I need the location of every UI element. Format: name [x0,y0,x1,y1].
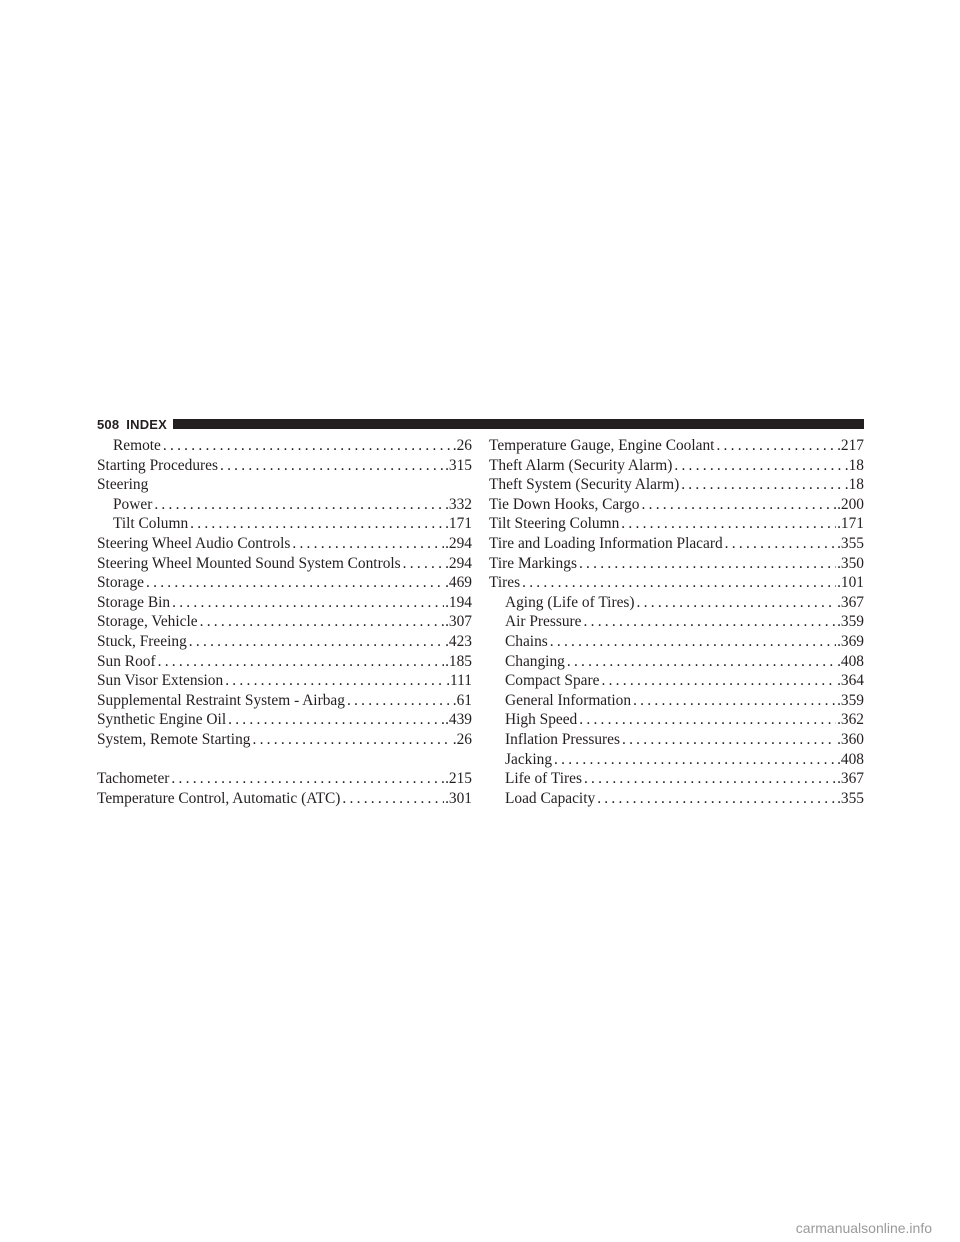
entry-page-number: .408 [837,750,864,768]
entry-page-number: .26 [452,730,472,748]
entry-page-number: .355 [837,534,864,552]
entry-page-number: .350 [837,554,864,572]
index-entry [97,612,472,632]
entry-label: Remote [113,437,161,454]
dot-leader [672,456,843,476]
dot-leader [187,632,444,652]
dot-leader [345,691,452,711]
entry-page-number: .185 [445,652,472,670]
entry-label: General Information [505,691,632,709]
index-entry [489,436,864,456]
entry-page-number: .367 [837,770,864,788]
entry-label: Synthetic Engine Oil [97,711,227,729]
entry-page-number: .469 [445,574,472,592]
entry-label: Changing [505,652,565,670]
page-number: 508 [97,416,120,432]
dot-leader [401,554,444,574]
entry-page-number: .360 [837,730,864,748]
entry-page-number: .408 [837,652,864,670]
index-entry [97,691,472,711]
entry-page-number: .217 [837,437,864,454]
entry-label: Tachometer [97,770,170,788]
index-entry [489,671,864,691]
dot-leader [619,514,836,534]
index-entry [97,769,472,789]
dot-leader [340,789,444,809]
index-entry [489,593,864,613]
entry-label: Sun Visor Extension [97,672,224,690]
entry-label: Steering Wheel Mounted Sound System Controls [97,554,401,572]
entry-label: Load Capacity [505,789,596,807]
index-entry [489,632,864,652]
dot-leader [635,593,837,613]
index-entry [97,495,472,515]
entry-page-number: .359 [837,691,864,709]
entry-label: Life of Tires [505,770,582,788]
index-entry [97,436,472,456]
dot-leader [582,769,836,789]
entry-label: Steering Wheel Audio Controls [97,534,291,552]
dot-leader [620,730,836,750]
dot-leader [595,789,836,809]
index-entry [489,710,864,730]
index-entry [489,652,864,672]
page-header [97,416,864,432]
dot-leader [714,436,836,456]
entry-label: Tie Down Hooks, Cargo [489,495,640,513]
entry-label: Storage [97,574,145,592]
dot-leader [548,632,836,652]
index-entry [97,475,472,495]
entry-page-number: .194 [445,593,472,611]
index-entry [97,671,472,691]
dot-leader [552,750,836,770]
dot-leader [198,612,444,632]
dot-leader [679,475,844,495]
dot-leader [577,710,836,730]
entry-label: System, Remote Starting [97,730,251,748]
index-entry [489,789,864,809]
entry-page-number: .301 [445,789,472,807]
index-entry [97,573,472,593]
entry-label: Aging (Life of Tires) [505,593,635,611]
entry-label: Supplemental Restraint System - Airbag [97,691,345,709]
entry-label: Storage Bin [97,593,171,611]
index-entry [97,593,472,613]
entry-page-number: .369 [837,632,864,650]
entry-page-number: .26 [452,437,472,454]
index-column-left [97,436,472,808]
dot-leader [188,514,444,534]
entry-label: Power [113,495,153,513]
dot-leader [170,593,444,613]
dot-leader [156,652,444,672]
index-entry [97,514,472,534]
index-entry [489,475,864,495]
entry-label: Inflation Pressures [505,730,620,748]
index-entry [489,769,864,789]
dot-leader [169,769,444,789]
entry-page-number: .362 [837,711,864,729]
entry-page-number: .101 [837,574,864,592]
dot-leader [218,456,444,476]
entry-page-number: .18 [844,456,864,474]
entry-label: Temperature Control, Automatic (ATC) [97,789,341,807]
entry-label: Chains [505,632,548,650]
index-entry [97,730,472,750]
dot-leader [599,671,836,691]
entry-page-number: .294 [445,554,472,572]
dot-leader [631,691,836,711]
entry-page-number: .171 [837,515,864,533]
entry-page-number: .18 [844,476,864,494]
index-entry [489,612,864,632]
section-title: INDEX [126,416,168,432]
dot-leader [723,534,836,554]
index-column-right [489,436,864,808]
entry-page-number: .364 [837,672,864,690]
entry-page-number: .355 [837,789,864,807]
index-entry [489,534,864,554]
entry-label: Tire and Loading Information Placard [489,534,723,552]
index-entry [97,652,472,672]
index-entry [489,750,864,770]
dot-leader [250,730,451,750]
watermark[interactable]: carmanualsonline.info [795,1220,932,1236]
index-entry [97,632,472,652]
index-entry [489,495,864,515]
entry-label: Theft Alarm (Security Alarm) [489,456,673,474]
index-entry [489,554,864,574]
entry-label: Compact Spare [505,672,600,690]
entry-label: Sun Roof [97,652,156,670]
entry-label: Jacking [505,750,553,768]
dot-leader [582,612,837,632]
entry-page-number: .332 [445,495,472,513]
dot-leader [144,573,444,593]
entry-label: Tire Markings [489,554,577,572]
dot-leader [640,495,837,515]
index-entry [97,554,472,574]
index-entry [97,456,472,476]
entry-label: Stuck, Freeing [97,632,187,650]
index-entry [489,691,864,711]
entry-label: Temperature Gauge, Engine Coolant [489,437,715,454]
header-rule [173,419,864,429]
index-entry [97,789,472,809]
entry-page-number: .61 [452,691,472,709]
dot-leader [565,652,836,672]
entry-label: Theft System (Security Alarm) [489,476,680,494]
entry-label: Storage, Vehicle [97,613,198,631]
index-entry [489,456,864,476]
entry-page-number: .423 [445,632,472,650]
entry-label: Tires [489,574,521,592]
dot-leader [290,534,444,554]
entry-label: Steering [97,476,149,494]
dot-leader [161,436,452,456]
entry-page-number: .171 [445,515,472,533]
entry-page-number: .315 [445,456,472,474]
entry-page-number: .307 [445,613,472,631]
entry-page-number: .111 [446,672,472,690]
index-entry [489,573,864,593]
index-entry [489,514,864,534]
entry-label: Tilt Column [113,515,189,533]
index-entry [97,534,472,554]
dot-leader [223,671,445,691]
dot-leader [226,710,444,730]
entry-page-number: .367 [837,593,864,611]
index-entry [489,730,864,750]
header-label [97,417,167,432]
entry-page-number: .294 [445,534,472,552]
entry-page-number: .359 [837,613,864,631]
dot-leader [577,554,836,574]
index-entry [97,710,472,730]
entry-page-number: .200 [837,495,864,513]
entry-label: Tilt Steering Column [489,515,620,533]
entry-page-number: .439 [445,711,472,729]
entry-page-number: .215 [445,770,472,788]
entry-label: Starting Procedures [97,456,218,474]
dot-leader [152,495,444,515]
entry-label: High Speed [505,711,578,729]
dot-leader [520,573,836,593]
entry-label: Air Pressure [505,613,582,631]
